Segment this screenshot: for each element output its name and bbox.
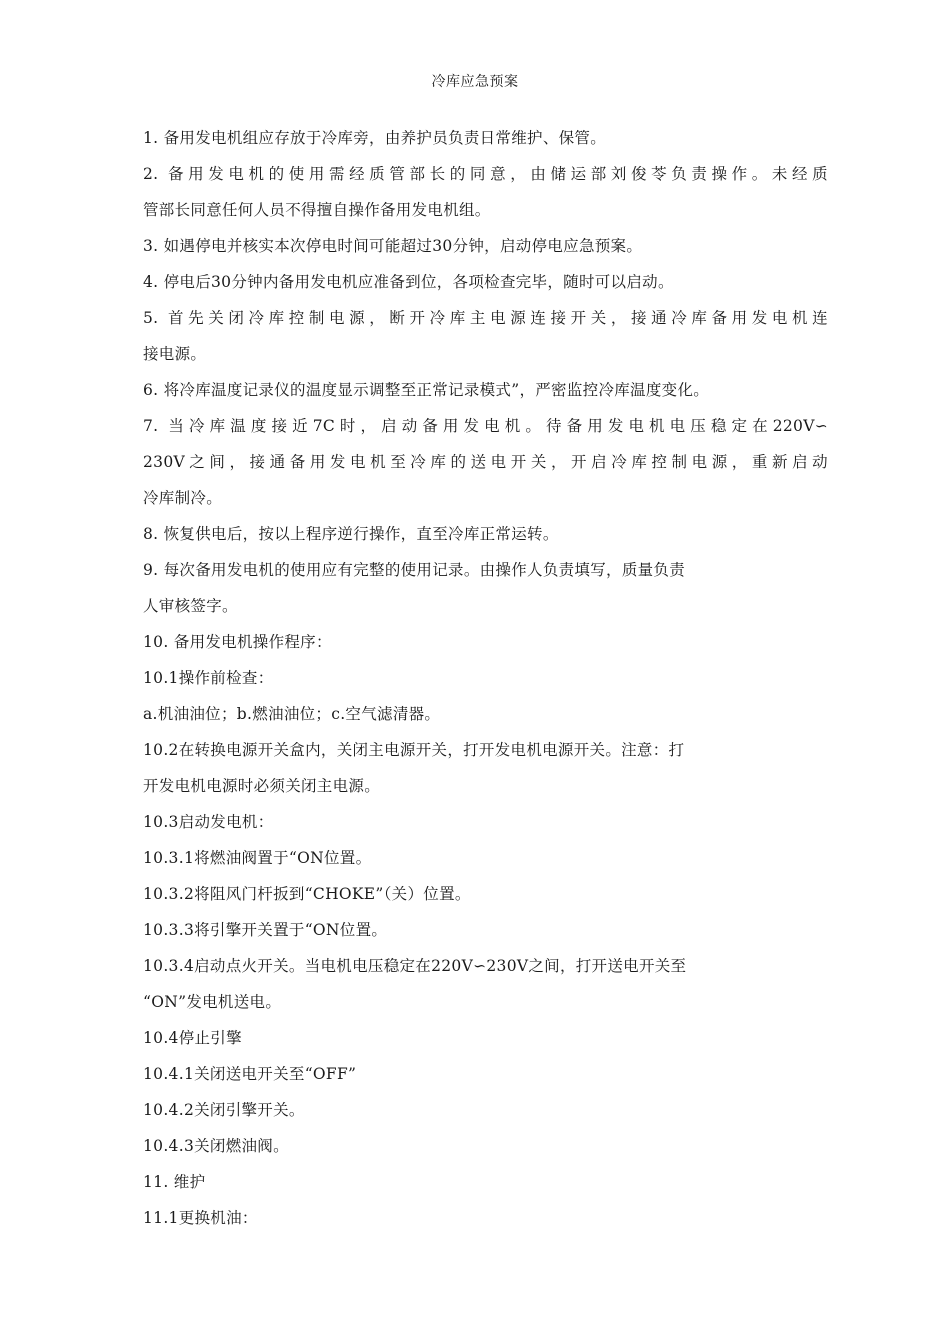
page-title: 冷库应急预案 bbox=[431, 74, 519, 90]
text-line: 10.3.2将阻风门杆扳到“CHOKE”（关）位置。 bbox=[143, 885, 471, 903]
text-line: 8. 恢复供电后，按以上程序逆行操作，直至冷库正常运转。 bbox=[143, 525, 559, 543]
text-line: 4. 停电后30分钟内备用发电机应准备到位，各项检查完毕，随时可以启动。 bbox=[143, 273, 674, 291]
text-line: 10.3.3将引擎开关置于“ON位置。 bbox=[143, 921, 388, 939]
text-line: 6. 将冷库温度记录仪的温度显示调整至正常记录模式”，严密监控冷库温度变化。 bbox=[143, 381, 710, 399]
text-line: “ON”发电机送电。 bbox=[143, 993, 282, 1011]
text-line: 10.3.1将燃油阀置于“ON位置。 bbox=[143, 849, 372, 867]
text-line: 人审核签字。 bbox=[143, 597, 238, 615]
text-line: 10.4停止引擎 bbox=[143, 1029, 242, 1047]
text-line: 10.4.2关闭引擎开关。 bbox=[143, 1101, 305, 1119]
text-line: 5. 首先关闭冷库控制电源，断开冷库主电源连接开关，接通冷库备用发电机连 bbox=[143, 309, 828, 327]
text-line: 10.4.1关闭送电开关至“OFF” bbox=[143, 1065, 357, 1083]
text-line: 1. 备用发电机组应存放于冷库旁，由养护员负责日常维护、保管。 bbox=[143, 129, 607, 147]
text-line: 10.2在转换电源开关盒内，关闭主电源开关，打开发电机电源开关。注意：打 bbox=[143, 741, 685, 759]
text-line: 接电源。 bbox=[143, 345, 207, 363]
text-line: 11. 维护 bbox=[143, 1173, 206, 1191]
text-line: 2. 备用发电机的使用需经质管部长的同意，由储运部刘俊苓负责操作。未经质 bbox=[143, 165, 828, 183]
text-line: 10.1操作前检查： bbox=[143, 669, 274, 687]
text-line: a.机油油位；b.燃油油位；c.空气滤清器。 bbox=[143, 705, 441, 723]
text-line: 10. 备用发电机操作程序： bbox=[143, 633, 332, 651]
text-line: 10.3启动发电机： bbox=[143, 813, 274, 831]
text-line: 10.3.4启动点火开关。当电机电压稳定在220V∽230V之间，打开送电开关至 bbox=[143, 957, 687, 975]
text-line: 11.1更换机油： bbox=[143, 1209, 258, 1227]
text-line: 冷库制冷。 bbox=[143, 489, 223, 507]
document-body bbox=[143, 120, 828, 1236]
text-line: 10.4.3关闭燃油阀。 bbox=[143, 1137, 289, 1155]
text-line: 3. 如遇停电并核实本次停电时间可能超过30分钟，启动停电应急预案。 bbox=[143, 237, 643, 255]
text-line: 230V之间，接通备用发电机至冷库的送电开关，开启冷库控制电源，重新启动 bbox=[143, 453, 828, 471]
text-line: 9. 每次备用发电机的使用应有完整的使用记录。由操作人负责填写，质量负责 bbox=[143, 561, 686, 579]
text-line: 开发电机电源时必须关闭主电源。 bbox=[143, 777, 381, 795]
text-line: 7. 当冷库温度接近7C时，启动备用发电机。待备用发电机电压稳定在220V∽ bbox=[143, 417, 828, 435]
text-line: 管部长同意任何人员不得擅自操作备用发电机组。 bbox=[143, 201, 491, 219]
